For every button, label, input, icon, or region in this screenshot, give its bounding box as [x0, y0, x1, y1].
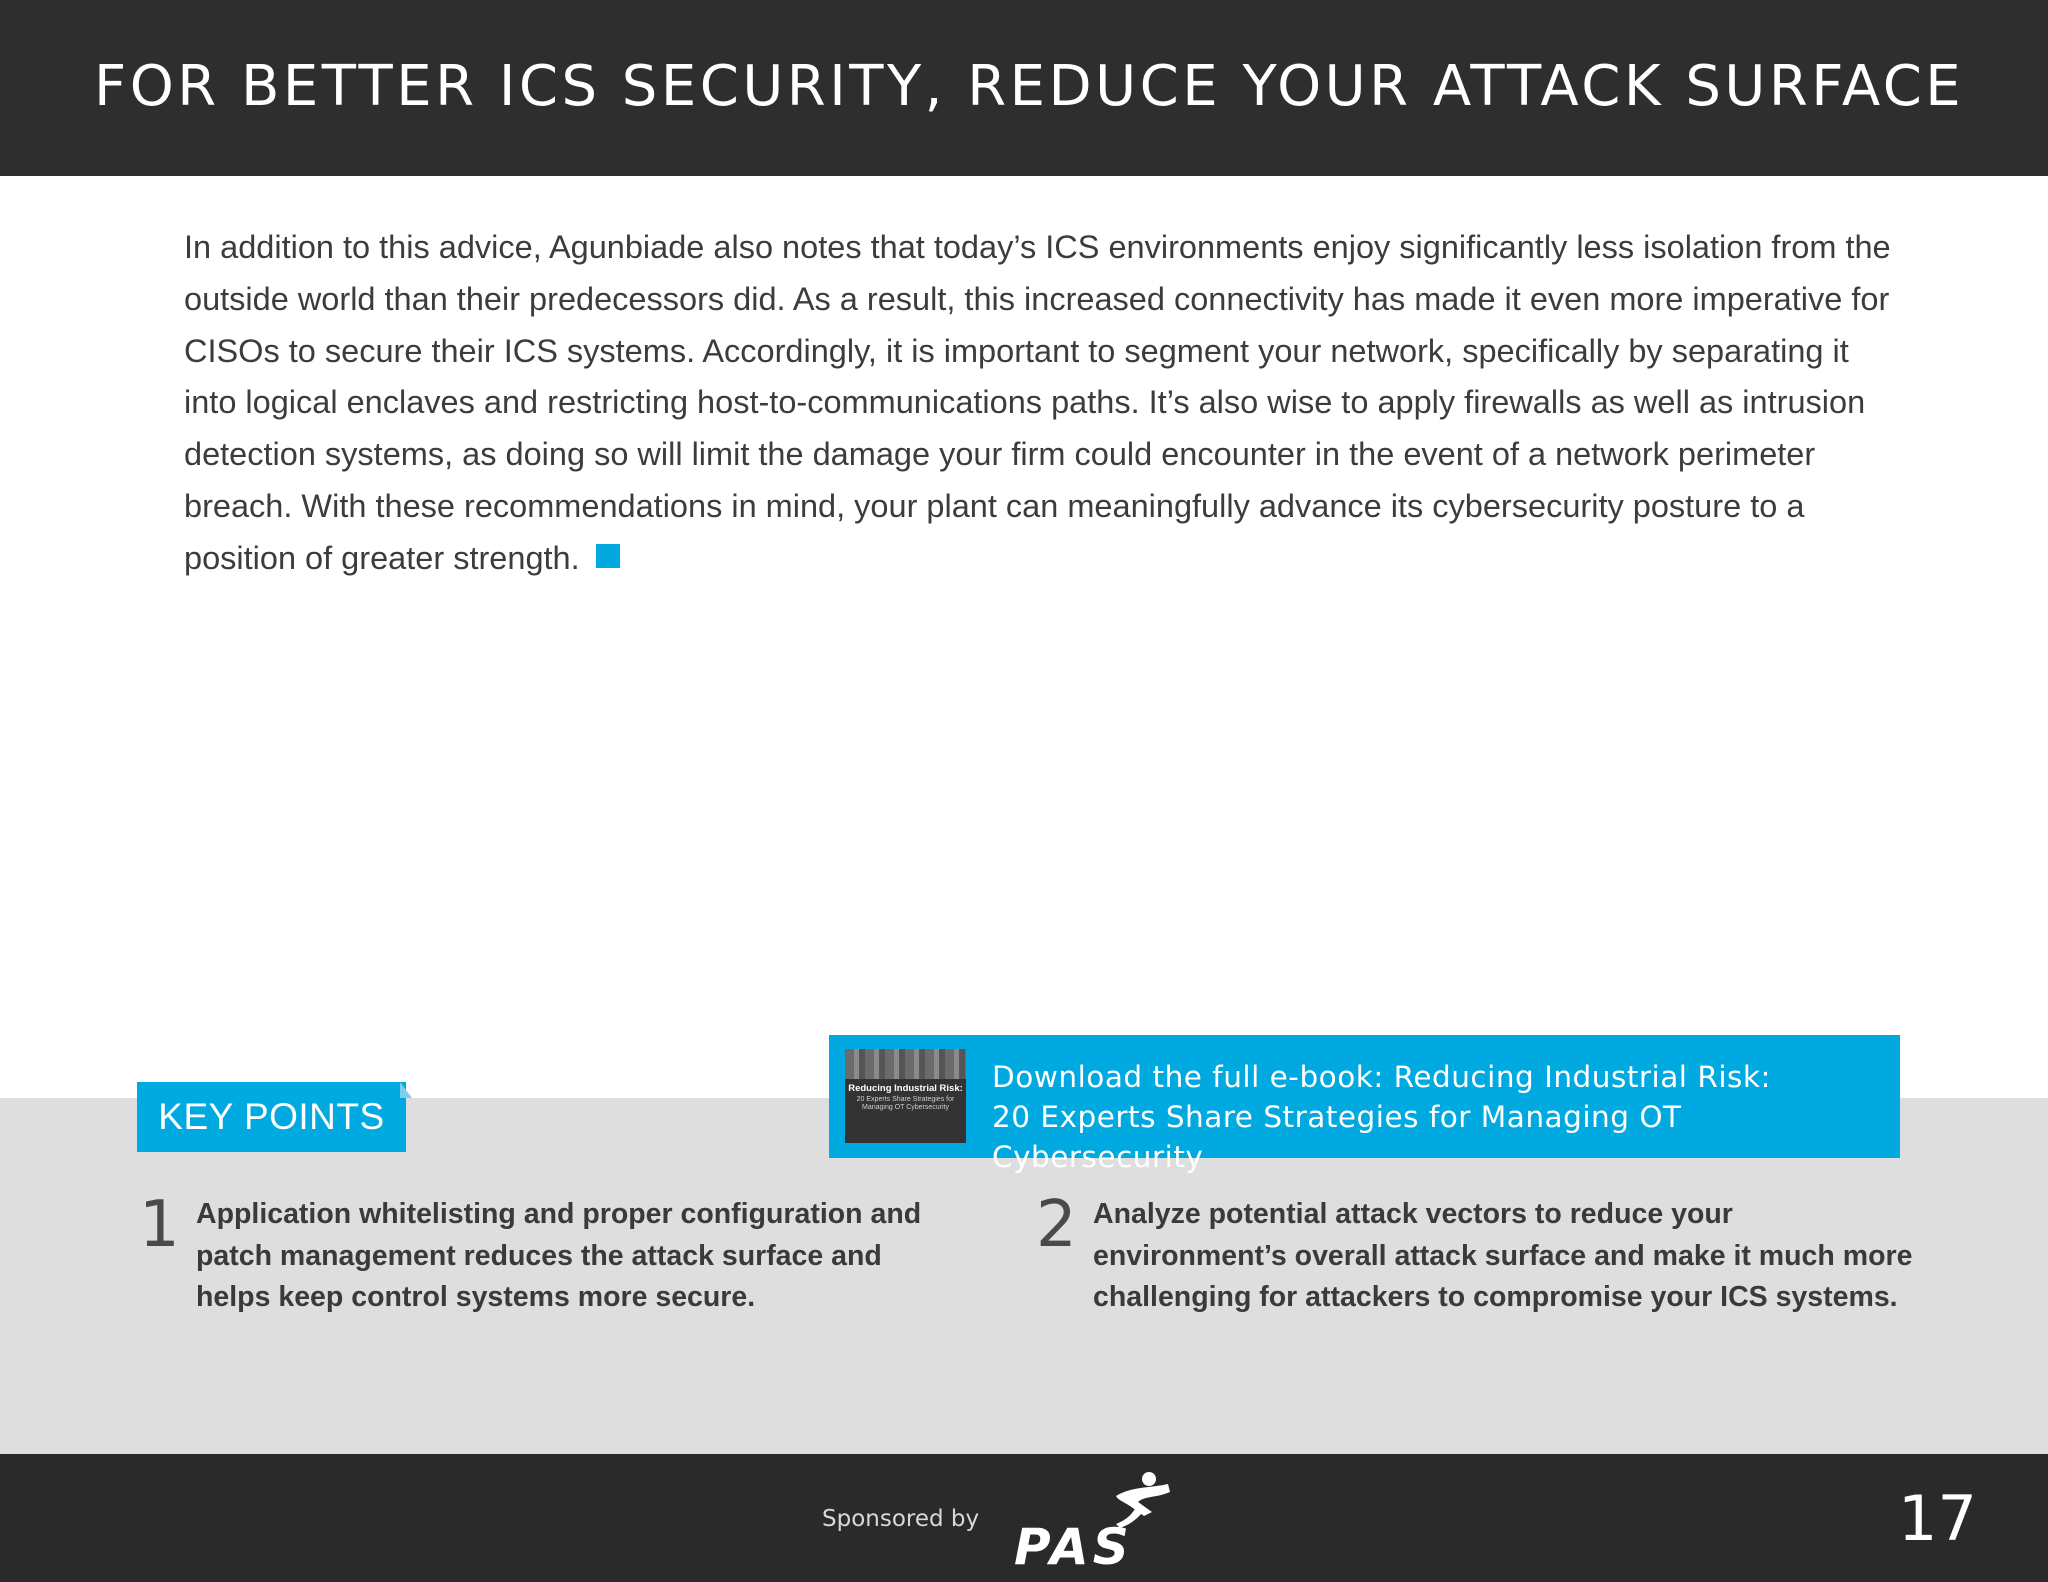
page-number: 17 — [1898, 1482, 1977, 1555]
body-paragraph — [184, 222, 1904, 585]
download-line-2: 20 Experts Share Strategies for Managing OT Cybersecurity — [992, 1100, 1682, 1174]
pas-logo[interactable] — [1012, 1466, 1192, 1572]
key-points-tab-fold — [400, 1082, 412, 1098]
page-footer — [0, 1454, 2048, 1582]
pas-logo-text: PAS — [1014, 1518, 1133, 1572]
ebook-cover-thumbnail[interactable] — [845, 1049, 966, 1143]
key-point-text: Application whitelisting and proper configuration and patch management reduces the attack surface and helps keep control systems more secure. — [196, 1198, 922, 1313]
cover-title: Reducing Industrial Risk: — [848, 1083, 963, 1094]
body-paragraph-text: In addition to this advice, Agunbiade also notes that today’s ICS environments enjoy significantly less isolation from the outside world than their predecessors did. As a result, this increased connectivity has made it even more imperative for CISOs to secure their ICS systems. Accordingly, it is important to segment your network, specifically by separating it into logical enclaves and restricting host-to-communications paths. It’s also wise to apply firewalls as well as intrusion detection systems, as doing so will limit the damage your firm could encounter in the event of a network perimeter breach. With these recommendations in mind, your plant can meaningfully advance its cybersecurity posture to a position of greater strength. — [184, 229, 1891, 576]
key-point-text: Analyze potential attack vectors to reduce your environment’s overall attack surface and make it much more challenging for attackers to compromise your ICS systems. — [1093, 1198, 1913, 1313]
download-link-text[interactable] — [992, 1057, 1892, 1177]
download-ebook-banner[interactable] — [829, 1035, 1900, 1174]
key-points-tab — [137, 1082, 406, 1152]
key-point-number: 2 — [1036, 1188, 1077, 1262]
key-points-label: KEY POINTS — [158, 1096, 385, 1137]
download-line-1: Download the full e-book: Reducing Industrial Risk: — [992, 1060, 1771, 1094]
end-of-article-marker — [596, 544, 620, 568]
page-header — [0, 0, 2048, 176]
sponsored-by-label: Sponsored by — [822, 1506, 980, 1532]
key-point-number: 1 — [139, 1188, 180, 1262]
cover-subtitle: 20 Experts Share Strategies for Managing OT Cybersecurity — [856, 1096, 955, 1111]
page-title: FOR BETTER ICS SECURITY, REDUCE YOUR ATTACK SURFACE — [94, 54, 1965, 119]
cover-photo-strip — [845, 1049, 966, 1079]
